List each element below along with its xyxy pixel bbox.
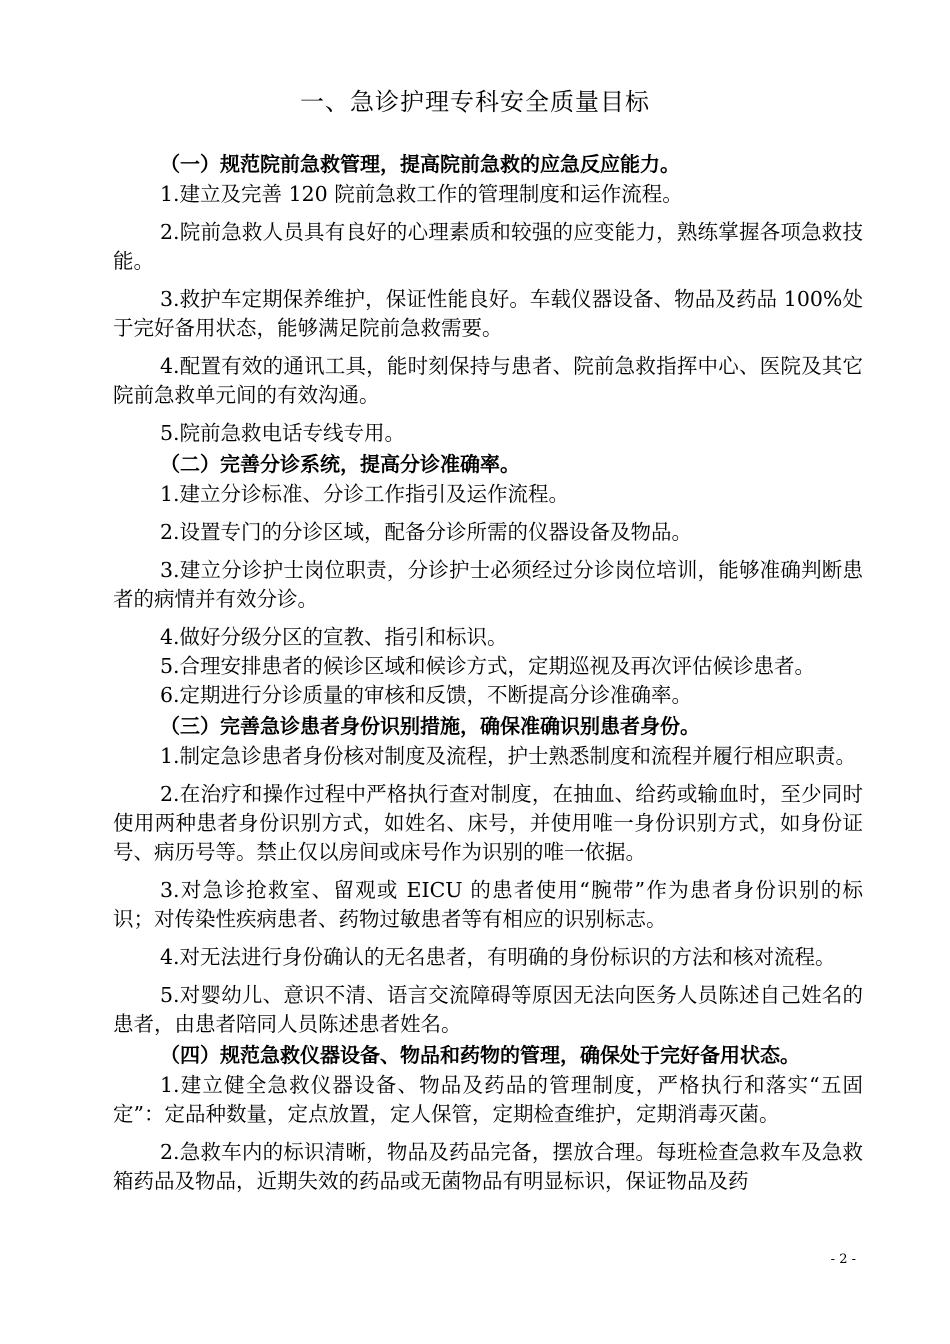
page-number: - 2 - xyxy=(830,1252,856,1267)
paragraph: 4.做好分级分区的宣教、指引和标识。 xyxy=(160,625,508,649)
paragraph: 3.救护车定期保养维护，保证性能良好。车载仪器设备、物品及药品 100%处于完好备用状态，能够满足院前急救需要。 xyxy=(113,287,863,340)
paragraph: 2.急救车内的标识清晰，物品及药品完备，摆放合理。每班检查急救车及急救箱药品及物品，近期失效的药品或无菌物品有明显标识，保证物品及药 xyxy=(113,1140,863,1193)
paragraph: 1.建立分诊标准、分诊工作指引及运作流程。 xyxy=(160,482,570,506)
paragraph: 1.建立健全急救仪器设备、物品及药品的管理制度，严格执行和落实“五固定”：定品种数量，定点放置，定人保管，定期检查维护，定期消毒灭菌。 xyxy=(113,1073,863,1126)
paragraph: 5.对婴幼儿、意识不清、语言交流障碍等原因无法向医务人员陈述自己姓名的患者，由患者陪同人员陈述患者姓名。 xyxy=(113,983,863,1036)
paragraph: 1.制定急诊患者身份核对制度及流程，护士熟悉制度和流程并履行相应职责。 xyxy=(160,744,857,768)
paragraph: 2.院前急救人员具有良好的心理素质和较强的应变能力，熟练掌握各项急救技能。 xyxy=(113,220,863,273)
page-title: 一、急诊护理专科安全质量目标 xyxy=(300,88,650,116)
paragraph: 2.设置专门的分诊区域，配备分诊所需的仪器设备及物品。 xyxy=(160,520,693,544)
paragraph: 5.合理安排患者的候诊区域和候诊方式，定期巡视及再次评估候诊患者。 xyxy=(160,654,816,678)
section-heading-2: （二）完善分诊系统，提高分诊准确率。 xyxy=(160,452,520,476)
section-heading-1: （一）规范院前急救管理，提高院前急救的应急反应能力。 xyxy=(160,152,680,176)
document-body xyxy=(113,148,863,1196)
paragraph: 6.定期进行分诊质量的审核和反馈，不断提高分诊准确率。 xyxy=(160,683,693,707)
paragraph: 5.院前急救电话专线专用。 xyxy=(160,421,406,445)
paragraph: 4.配置有效的通讯工具，能时刻保持与患者、院前急救指挥中心、医院及其它院前急救单元间的有效沟通。 xyxy=(113,354,863,407)
paragraph: 4.对无法进行身份确认的无名患者，有明确的身份标识的方法和核对流程。 xyxy=(160,945,836,969)
section-heading-3: （三）完善急诊患者身份识别措施，确保准确识别患者身份。 xyxy=(160,714,700,738)
paragraph: 3.建立分诊护士岗位职责，分诊护士必须经过分诊岗位培训，能够准确判断患者的病情并有效分诊。 xyxy=(113,558,863,611)
paragraph: 3.对急诊抢救室、留观或 EICU 的患者使用“腕带”作为患者身份识别的标识；对传染性疾病患者、药物过敏患者等有相应的识别标志。 xyxy=(113,878,863,931)
section-heading-4: （四）规范急救仪器设备、物品和药物的管理，确保处于完好备用状态。 xyxy=(160,1043,800,1067)
paragraph: 2.在治疗和操作过程中严格执行查对制度，在抽血、给药或输血时，至少同时使用两种患者身份识别方式，如姓名、床号，并使用唯一身份识别方式，如身份证号、病历号等。禁止仅以房间或床号作为识别的唯一依据。 xyxy=(113,782,863,864)
paragraph: 1.建立及完善 120 院前急救工作的管理制度和运作流程。 xyxy=(160,182,683,206)
